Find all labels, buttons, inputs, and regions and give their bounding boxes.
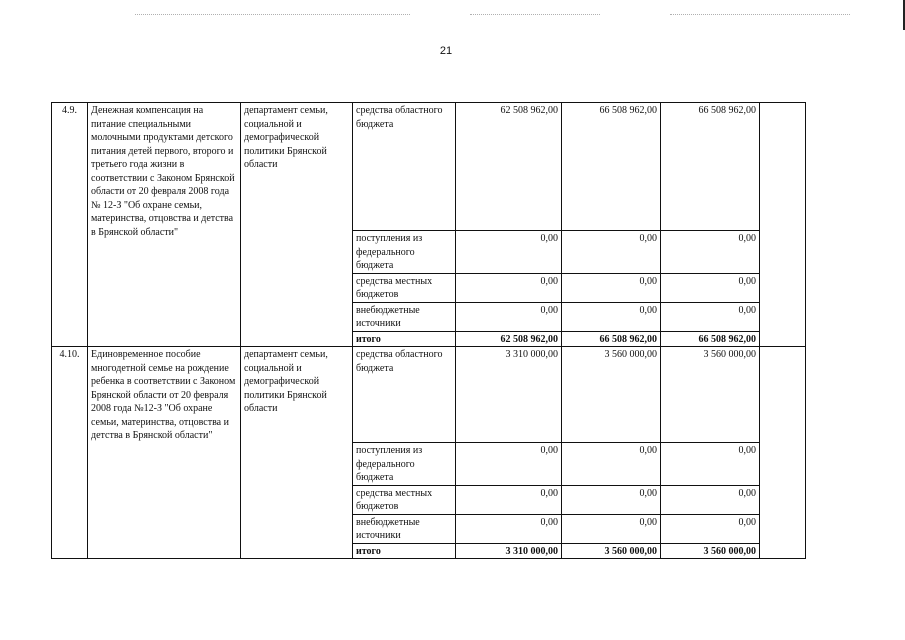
amount-year-3: 0,00 (661, 514, 760, 543)
funding-source: внебюджетные источники (353, 514, 456, 543)
funding-source: средства областного бюджета (353, 347, 456, 443)
amount-year-2: 0,00 (562, 514, 661, 543)
amount-year-1: 62 508 962,00 (456, 103, 562, 231)
amount-year-3: 0,00 (661, 443, 760, 486)
amount-year-2: 3 560 000,00 (562, 347, 661, 443)
table-row (52, 347, 806, 443)
scan-noise-line (135, 14, 410, 16)
amount-year-2: 0,00 (562, 231, 661, 274)
amount-year-2: 66 508 962,00 (562, 103, 661, 231)
page-number: 21 (439, 45, 453, 57)
amount-year-3: 3 560 000,00 (661, 347, 760, 443)
empty-cell (760, 103, 806, 347)
budget-table (51, 102, 806, 559)
table-row (52, 103, 806, 231)
empty-cell (760, 347, 806, 559)
amount-year-3: 0,00 (661, 231, 760, 274)
funding-source: поступления из федерального бюджета (353, 443, 456, 486)
total-year-1: 3 310 000,00 (456, 543, 562, 559)
total-year-1: 62 508 962,00 (456, 331, 562, 347)
amount-year-2: 0,00 (562, 443, 661, 486)
item-number: 4.10. (52, 347, 88, 559)
amount-year-3: 66 508 962,00 (661, 103, 760, 231)
item-description: Денежная компенсация на питание специальными молочными продуктами детского питания детей первого, второго и третьего года жизни в соответствии с Законом Брянской области от 20 февраля 2008 года № 12-З "Об охране семьи, материнства, отцовства и детства в Брянской области" (88, 103, 241, 347)
total-label: итого (353, 543, 456, 559)
total-year-2: 3 560 000,00 (562, 543, 661, 559)
item-description: Единовременное пособие многодетной семье на рождение ребенка в соответствии с Законом Брянской области от 20 февраля 2008 года №12-З "Об охране семьи, материнства, отцовства и детства в Брянской области" (88, 347, 241, 559)
amount-year-1: 3 310 000,00 (456, 347, 562, 443)
amount-year-1: 0,00 (456, 485, 562, 514)
amount-year-1: 0,00 (456, 273, 562, 302)
item-executor: департамент семьи, социальной и демографической политики Брянской области (241, 347, 353, 559)
funding-source: средства областного бюджета (353, 103, 456, 231)
funding-source: средства местных бюджетов (353, 273, 456, 302)
amount-year-1: 0,00 (456, 514, 562, 543)
total-label: итого (353, 331, 456, 347)
amount-year-1: 0,00 (456, 443, 562, 486)
total-year-3: 66 508 962,00 (661, 331, 760, 347)
item-number: 4.9. (52, 103, 88, 347)
amount-year-1: 0,00 (456, 231, 562, 274)
total-year-3: 3 560 000,00 (661, 543, 760, 559)
amount-year-3: 0,00 (661, 273, 760, 302)
amount-year-3: 0,00 (661, 485, 760, 514)
amount-year-2: 0,00 (562, 273, 661, 302)
amount-year-2: 0,00 (562, 485, 661, 514)
funding-source: средства местных бюджетов (353, 485, 456, 514)
scan-noise-line (670, 14, 850, 16)
scan-noise-line (470, 14, 600, 16)
amount-year-3: 0,00 (661, 302, 760, 331)
funding-source: внебюджетные источники (353, 302, 456, 331)
amount-year-2: 0,00 (562, 302, 661, 331)
amount-year-1: 0,00 (456, 302, 562, 331)
total-year-2: 66 508 962,00 (562, 331, 661, 347)
funding-source: поступления из федерального бюджета (353, 231, 456, 274)
item-executor: департамент семьи, социальной и демографической политики Брянской области (241, 103, 353, 347)
